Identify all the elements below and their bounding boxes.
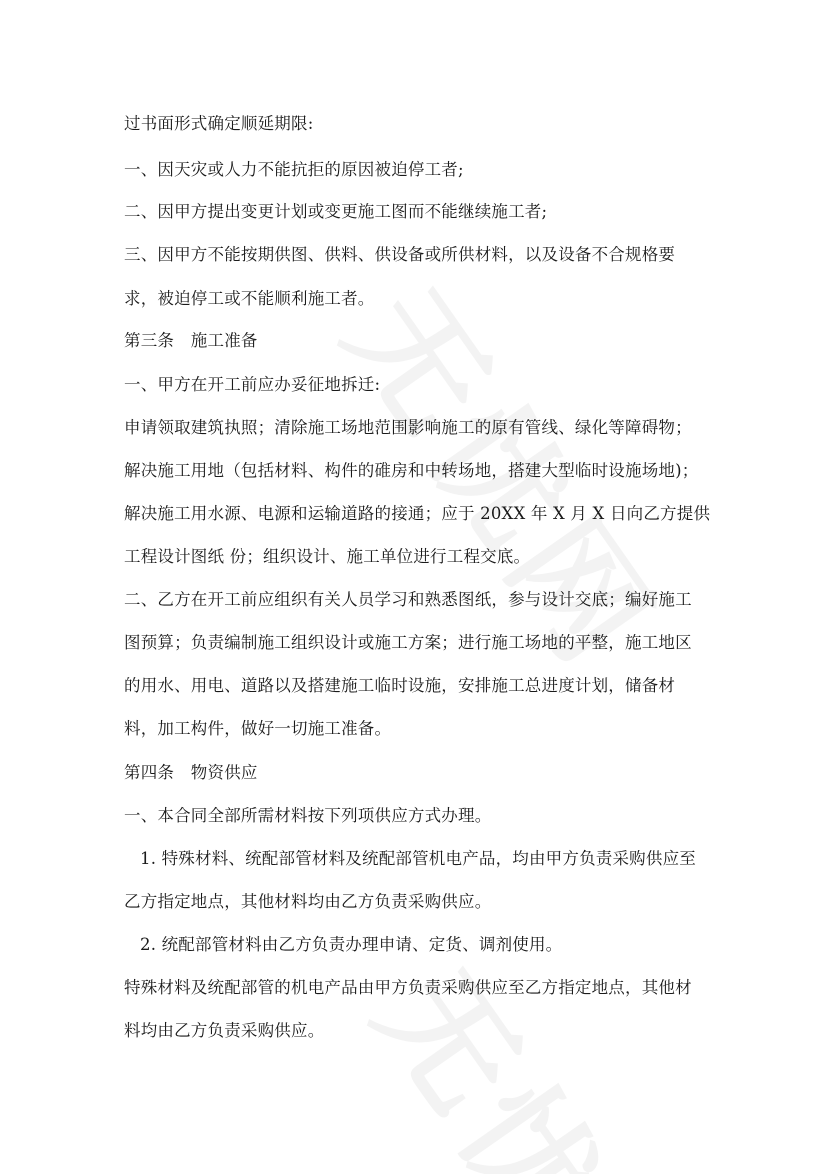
paragraph-line: 解决施工用地（包括材料、构件的碓房和中转场地，搭建大型临时设施场地)； (124, 461, 699, 480)
section-heading: 第四条 物资供应 (124, 763, 258, 782)
paragraph-line: 一、因天灾或人力不能抗拒的原因被迫停工者; (124, 160, 464, 179)
paragraph-line: 工程设计图纸 份；组织设计、施工单位进行工程交底。 (124, 547, 531, 566)
paragraph-line: 解决施工用水源、电源和运输道路的接通；应于 20XX 年 X 月 X 日向乙方提供 (124, 504, 711, 523)
section-heading: 第三条 施工准备 (124, 331, 258, 350)
paragraph-line: 一、甲方在开工前应办妥征地拆迁: (124, 375, 381, 394)
paragraph-line: 乙方指定地点，其他材料均由乙方负责采购供应。 (124, 892, 492, 911)
paragraph-line: 的用水、用电、道路以及搭建施工临时设施，安排施工总进度计划，储备材 (124, 676, 676, 695)
paragraph-line: 三、因甲方不能按期供图、供料、供设备或所供材料，以及设备不合规格要 (124, 245, 676, 264)
paragraph-line: 二、乙方在开工前应组织有关人员学习和熟悉图纸，参与设计交底；编好施工 (124, 590, 692, 609)
paragraph-line: 图预算；负责编制施工组织设计或施工方案；进行施工场地的平整，施工地区 (124, 633, 692, 652)
list-item: 1. 特殊材料、统配部管材料及统配部管机电产品，均由甲方负责采购供应至 (140, 849, 696, 868)
paragraph-line: 特殊材料及统配部管的机电产品由甲方负责采购供应至乙方指定地点，其他材 (124, 978, 692, 997)
paragraph-line: 料均由乙方负责采购供应。 (124, 1021, 325, 1040)
list-item: 2. 统配部管材料由乙方负责办理申请、定货、调剂使用。 (140, 935, 563, 954)
paragraph-line: 料，加工构件，做好一切施工准备。 (124, 719, 392, 738)
paragraph-line: 求，被迫停工或不能顺利施工者。 (124, 289, 375, 308)
paragraph-line: 申请领取建筑执照；清除施工场地范围影响施工的原有管线、绿化等障碍物； (124, 418, 692, 437)
paragraph-line: 一、本合同全部所需材料按下列项供应方式办理。 (124, 806, 492, 825)
watermark-logo (343, 928, 737, 1174)
paragraph-line: 过书面形式确定顺延期限: (124, 114, 314, 133)
paragraph-line: 二、因甲方提出变更计划或变更施工图而不能继续施工者; (124, 202, 548, 221)
